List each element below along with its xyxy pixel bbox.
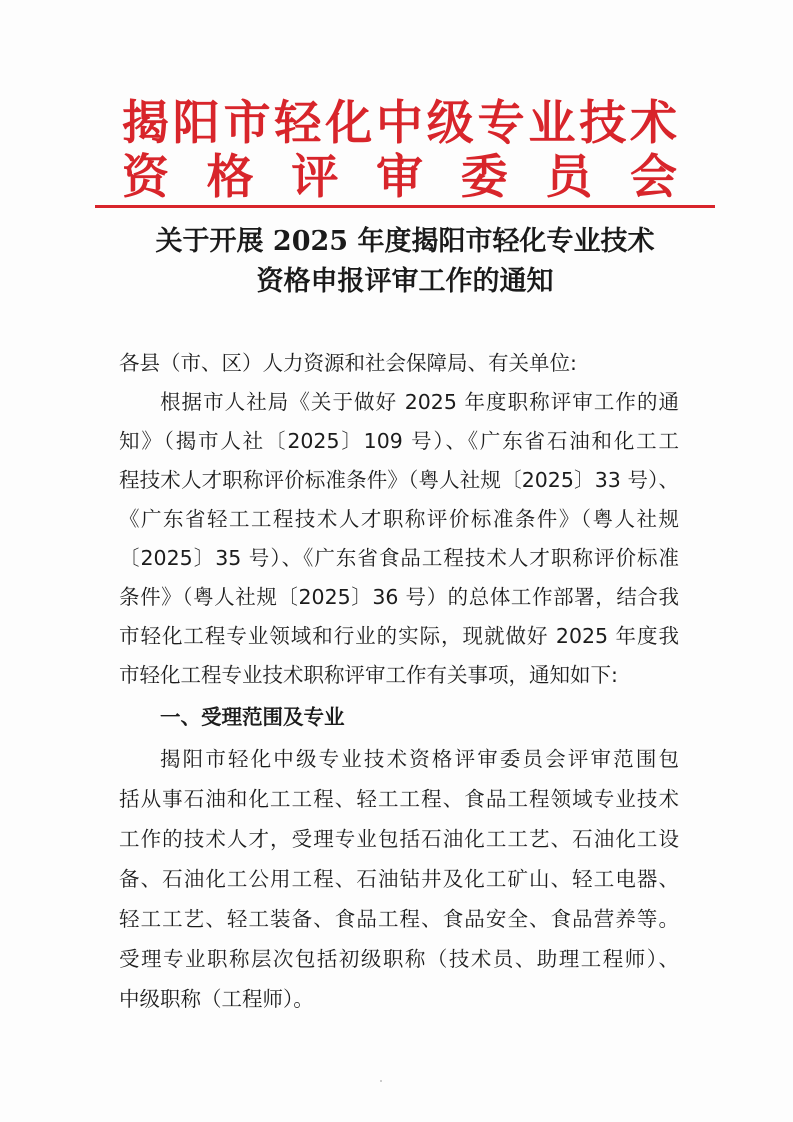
scan-dot xyxy=(380,1080,382,1082)
section-line: 受理专业职称层次包括初级职称（技术员、助理工程师）、 xyxy=(119,947,679,971)
issuer-header-line-1: 揭阳市轻化中级专业技术 xyxy=(122,96,677,151)
paragraph-line: 〔2025〕35 号）、《广东省食品工程技术人才职称评价标准 xyxy=(119,546,679,570)
section-line: 备、石油化工公用工程、石油钻井及化工矿山、轻工电器、 xyxy=(119,867,679,891)
paragraph-line: 市轻化工程专业技术职称评审工作有关事项，通知如下: xyxy=(119,663,618,687)
document-title-line-1: 关于开展 2025 年度揭阳市轻化专业技术 xyxy=(155,226,655,257)
red-header-rule xyxy=(95,205,715,208)
issuer-header-line-2: 资格评审委员会 xyxy=(122,150,677,205)
paragraph-line: 市轻化工程专业领域和行业的实际，现就做好 2025 年度我 xyxy=(119,624,679,648)
section-line: 括从事石油和化工工程、轻工工程、食品工程领域专业技术 xyxy=(119,787,679,811)
document-title-line-2: 资格申报评审工作的通知 xyxy=(256,266,554,297)
paragraph-line: 《广东省轻工工程技术人才职称评价标准条件》（粤人社规 xyxy=(119,507,679,531)
paragraph-line: 程技术人才职称评价标准条件》（粤人社规〔2025〕33 号）、 xyxy=(119,468,679,492)
section-line: 工作的技术人才，受理专业包括石油化工工艺、石油化工设 xyxy=(119,827,679,851)
section-line: 揭阳市轻化中级专业技术资格评审委员会评审范围包 xyxy=(160,747,679,771)
section-line: 中级职称（工程师）。 xyxy=(119,987,314,1011)
paragraph-line: 条件》（粤人社规〔2025〕36 号）的总体工作部署，结合我 xyxy=(119,585,679,609)
salutation: 各县（市、区）人力资源和社会保障局、有关单位: xyxy=(119,351,577,375)
paragraph-line: 知》（揭市人社〔2025〕109 号）、《广东省石油和化工工 xyxy=(119,429,679,453)
paragraph-line: 根据市人社局《关于做好 2025 年度职称评审工作的通 xyxy=(160,390,679,414)
section-heading: 一、受理范围及专业 xyxy=(160,705,345,729)
section-line: 轻工工艺、轻工装备、食品工程、食品安全、食品营养等。 xyxy=(119,907,679,931)
